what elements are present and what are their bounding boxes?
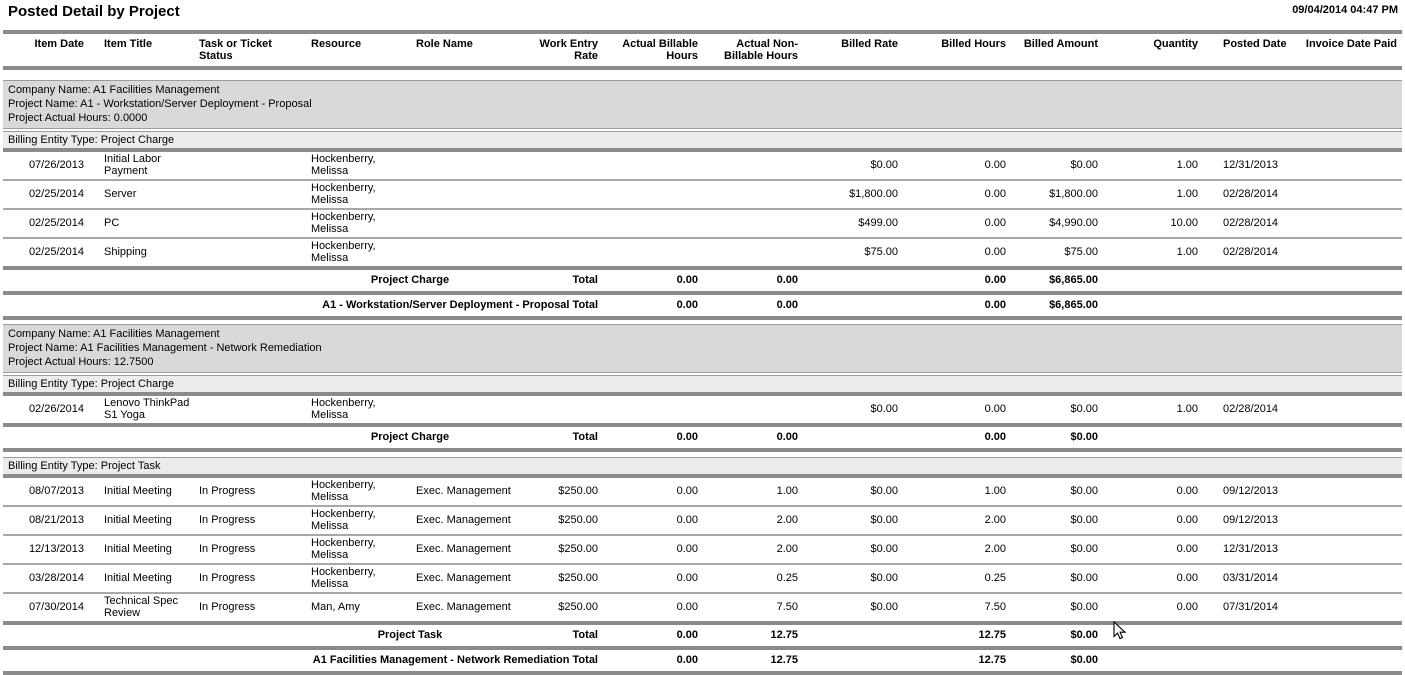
cell-quantity: 0.00 <box>1176 485 1198 497</box>
cell-billed-rate: $0.00 <box>870 485 898 497</box>
company-name-line: Company Name: A1 Facilities Management <box>8 84 220 96</box>
billing-total-label: Project Task <box>377 629 443 641</box>
cell-item-date: 12/13/2013 <box>3 535 98 564</box>
cell-role-name <box>410 152 515 180</box>
total-actual-nonbillable: 0.00 <box>776 431 798 443</box>
total-actual-nonbillable: 12.75 <box>770 654 798 666</box>
table-row <box>3 152 1402 180</box>
cell-billed-rate: $0.00 <box>870 159 898 171</box>
cell-role-name: Exec. Management <box>410 535 515 564</box>
company-header-band <box>3 325 1402 373</box>
cell-quantity: 1.00 <box>1103 180 1203 209</box>
cell-role-name: Exec. Management <box>410 564 515 593</box>
table-row <box>3 180 1402 209</box>
billing-entity-band <box>3 132 1402 149</box>
cell-task-status: In Progress <box>193 506 305 535</box>
cell-work-entry-rate: $250.00 <box>515 506 603 535</box>
total-actual-nonbillable: 0.00 <box>776 299 798 311</box>
cell-invoice-date-paid <box>1295 238 1402 266</box>
column-header-billed-amount: Billed Amount <box>1023 38 1098 50</box>
cell-resource: Hockenberry, Melissa <box>305 209 410 238</box>
cell-actual-billable: 0.00 <box>603 593 703 621</box>
cell-actual-nonbillable: 0.25 <box>703 564 803 593</box>
column-header-item-date: Item Date <box>34 38 84 50</box>
cell-billed-hours: 0.25 <box>903 564 1011 593</box>
cell-invoice-date-paid <box>1295 506 1402 535</box>
cell-actual-nonbillable: 2.00 <box>703 506 803 535</box>
column-header-posted-date: Posted Date <box>1223 38 1287 50</box>
cell-billed-amount: $0.00 <box>1070 159 1098 171</box>
cell-task-status <box>193 152 305 180</box>
cell-quantity: 1.00 <box>1176 403 1198 415</box>
cell-item-title: Lenovo ThinkPad S1 Yoga <box>104 397 190 421</box>
billing-total-row <box>3 625 1402 646</box>
cell-resource: Hockenberry, Melissa <box>311 479 376 503</box>
billing-entity-label: Billing Entity Type: Project Charge <box>3 132 1402 149</box>
cell-billed-amount: $0.00 <box>1011 535 1103 564</box>
cell-invoice-date-paid <box>1295 478 1402 506</box>
cell-invoice-date-paid <box>1295 564 1402 593</box>
billing-total-label: Project Charge <box>370 431 450 443</box>
cell-item-title: Initial Meeting <box>98 564 193 593</box>
cell-actual-billable <box>603 180 703 209</box>
cell-billed-hours: 0.00 <box>903 209 1011 238</box>
project-total-label: A1 Facilities Management - Network Remediation Total <box>312 654 598 666</box>
cell-actual-billable <box>603 152 703 180</box>
column-header-resource: Resource <box>311 38 362 50</box>
billing-total-row <box>3 270 1402 291</box>
separator-bar <box>3 671 1402 675</box>
cell-billed-hours: 0.00 <box>903 180 1011 209</box>
billing-total-label: Project Charge <box>370 274 450 286</box>
cell-resource: Hockenberry, Melissa <box>305 180 410 209</box>
table-row <box>3 535 1402 564</box>
cell-invoice-date-paid <box>1295 209 1402 238</box>
cell-work-entry-rate: $250.00 <box>515 593 603 621</box>
cell-item-date: 03/28/2014 <box>3 564 98 593</box>
cell-item-date: 07/30/2014 <box>3 593 98 621</box>
total-billed-hours: 0.00 <box>984 299 1006 311</box>
total-actual-billable: 0.00 <box>676 274 698 286</box>
cell-actual-billable <box>603 238 703 266</box>
cell-resource: Hockenberry, Melissa <box>305 564 410 593</box>
cell-task-status: In Progress <box>193 593 305 621</box>
column-header-work-entry-rate: Work Entry Rate <box>539 38 598 62</box>
cell-billed-amount: $0.00 <box>1070 485 1098 497</box>
posted-detail-table <box>3 30 1402 675</box>
cell-posted-date: 09/12/2013 <box>1203 506 1295 535</box>
cell-item-title: Shipping <box>98 238 193 266</box>
cell-billed-rate: $0.00 <box>803 506 903 535</box>
cell-actual-billable <box>603 209 703 238</box>
cell-quantity: 1.00 <box>1176 159 1198 171</box>
cell-posted-date: 02/28/2014 <box>1223 403 1279 415</box>
billing-total-row <box>3 427 1402 448</box>
total-billed-amount: $0.00 <box>1070 629 1098 641</box>
cell-actual-nonbillable <box>703 180 803 209</box>
column-header-task-status: Task or Ticket Status <box>199 38 272 62</box>
total-billed-hours: 12.75 <box>978 654 1006 666</box>
cell-quantity: 0.00 <box>1103 564 1203 593</box>
cell-quantity: 0.00 <box>1103 593 1203 621</box>
cell-billed-rate: $499.00 <box>803 209 903 238</box>
cell-quantity: 10.00 <box>1103 209 1203 238</box>
cell-task-status: In Progress <box>199 485 256 497</box>
cell-billed-hours: 7.50 <box>903 593 1011 621</box>
cell-task-status: In Progress <box>193 535 305 564</box>
cell-billed-hours: 1.00 <box>984 485 1006 497</box>
cell-task-status <box>193 238 305 266</box>
cell-posted-date: 02/28/2014 <box>1203 180 1295 209</box>
cell-role-name: Exec. Management <box>410 593 515 621</box>
cell-billed-amount: $0.00 <box>1011 593 1103 621</box>
cell-item-date: 02/25/2014 <box>3 180 98 209</box>
cell-actual-nonbillable <box>703 238 803 266</box>
billing-entity-label: Billing Entity Type: Project Charge <box>3 376 1402 393</box>
column-header-billed-rate: Billed Rate <box>841 38 898 50</box>
cell-task-status <box>193 396 305 423</box>
cell-quantity: 0.00 <box>1103 506 1203 535</box>
cell-posted-date: 12/31/2013 <box>1203 535 1295 564</box>
total-billed-hours: 12.75 <box>978 629 1006 641</box>
cell-billed-rate: $75.00 <box>803 238 903 266</box>
cell-invoice-date-paid <box>1295 180 1402 209</box>
cell-invoice-date-paid <box>1295 396 1402 423</box>
column-header-invoice-date-paid: Invoice Date Paid <box>1305 38 1397 50</box>
total-billed-amount: $0.00 <box>1070 654 1098 666</box>
cell-posted-date: 03/31/2014 <box>1203 564 1295 593</box>
project-total-label: A1 - Workstation/Server Deployment - Proposal Total <box>322 299 598 311</box>
table-row <box>3 564 1402 593</box>
cell-item-title: Initial Meeting <box>98 535 193 564</box>
column-header-billed-hours: Billed Hours <box>941 38 1006 50</box>
cell-role-name: Exec. Management <box>410 506 515 535</box>
cell-resource: Hockenberry, Melissa <box>311 153 376 177</box>
cell-item-title: Initial Labor Payment <box>104 153 161 177</box>
cell-actual-nonbillable <box>703 152 803 180</box>
cell-work-entry-rate: $250.00 <box>558 485 598 497</box>
cell-resource: Hockenberry, Melissa <box>305 535 410 564</box>
company-header-band <box>3 81 1402 129</box>
billing-entity-label: Billing Entity Type: Project Task <box>3 458 1402 475</box>
project-actual-hours-line: Project Actual Hours: 12.7500 <box>8 356 154 368</box>
total-actual-billable: 0.00 <box>676 431 698 443</box>
cell-billed-rate: $1,800.00 <box>803 180 903 209</box>
total-billed-amount: $6,865.00 <box>1049 274 1098 286</box>
cell-item-title: Initial Meeting <box>104 485 172 497</box>
table-row <box>3 396 1402 423</box>
cell-posted-date: 12/31/2013 <box>1223 159 1279 171</box>
cell-actual-billable: 0.00 <box>603 564 703 593</box>
cell-billed-amount: $1,800.00 <box>1011 180 1103 209</box>
total-word: Total <box>572 431 598 443</box>
total-actual-billable: 0.00 <box>676 654 698 666</box>
cell-item-title: Technical Spec Review <box>98 593 193 621</box>
cell-billed-hours: 0.00 <box>903 238 1011 266</box>
total-billed-amount: $0.00 <box>1070 431 1098 443</box>
cell-billed-hours: 2.00 <box>903 506 1011 535</box>
company-name-line: Company Name: A1 Facilities Management <box>8 328 220 340</box>
column-header-quantity: Quantity <box>1153 38 1198 50</box>
billing-entity-band <box>3 376 1402 393</box>
total-actual-billable: 0.00 <box>676 299 698 311</box>
total-actual-nonbillable: 0.00 <box>776 274 798 286</box>
billing-entity-band <box>3 458 1402 475</box>
report-timestamp: 09/04/2014 04:47 PM <box>1292 4 1398 16</box>
cell-invoice-date-paid <box>1295 593 1402 621</box>
cell-actual-billable: 0.00 <box>603 535 703 564</box>
column-header-actual-nonbillable: Actual Non-Billable Hours <box>724 38 798 62</box>
cell-billed-rate: $0.00 <box>870 403 898 415</box>
cell-billed-amount: $0.00 <box>1011 564 1103 593</box>
cell-item-title: Initial Meeting <box>98 506 193 535</box>
project-actual-hours-line: Project Actual Hours: 0.0000 <box>8 112 148 124</box>
total-billed-amount: $6,865.00 <box>1049 299 1098 311</box>
cell-posted-date: 02/28/2014 <box>1203 209 1295 238</box>
cell-resource: Hockenberry, Melissa <box>305 238 410 266</box>
cell-actual-billable: 0.00 <box>603 506 703 535</box>
cell-invoice-date-paid <box>1295 535 1402 564</box>
cell-quantity: 0.00 <box>1103 535 1203 564</box>
total-actual-nonbillable: 12.75 <box>770 629 798 641</box>
project-name-line: Project Name: A1 - Workstation/Server Deployment - Proposal <box>8 98 312 110</box>
cell-item-date: 02/25/2014 <box>3 209 98 238</box>
cell-billed-amount: $0.00 <box>1070 403 1098 415</box>
cell-item-date: 02/26/2014 <box>28 403 84 415</box>
total-word: Total <box>572 629 598 641</box>
total-billed-hours: 0.00 <box>984 431 1006 443</box>
cell-actual-nonbillable: 7.50 <box>703 593 803 621</box>
cell-actual-nonbillable: 2.00 <box>703 535 803 564</box>
table-row <box>3 593 1402 621</box>
column-header-role-name: Role Name <box>416 38 473 50</box>
page-title: Posted Detail by Project <box>8 3 180 20</box>
total-actual-billable: 0.00 <box>676 629 698 641</box>
cell-work-entry-rate <box>515 396 603 423</box>
cell-actual-billable: 0.00 <box>676 485 698 497</box>
column-header-item-title: Item Title <box>104 38 153 50</box>
cell-posted-date: 07/31/2014 <box>1203 593 1295 621</box>
cell-item-date: 08/21/2013 <box>3 506 98 535</box>
table-row <box>3 506 1402 535</box>
cell-item-date: 08/07/2013 <box>28 485 84 497</box>
cell-task-status <box>193 209 305 238</box>
cell-work-entry-rate: $250.00 <box>515 564 603 593</box>
cell-item-date: 07/26/2013 <box>28 159 84 171</box>
project-name-line: Project Name: A1 Facilities Management - Network Remediation <box>8 342 322 354</box>
cell-invoice-date-paid <box>1295 152 1402 180</box>
cell-work-entry-rate: $250.00 <box>515 535 603 564</box>
column-header-actual-billable: Actual Billable Hours <box>622 38 698 62</box>
cell-item-title: PC <box>98 209 193 238</box>
cell-posted-date: 09/12/2013 <box>1223 485 1279 497</box>
cell-role-name <box>410 209 515 238</box>
cell-billed-rate: $0.00 <box>803 593 903 621</box>
cell-item-date: 02/25/2014 <box>3 238 98 266</box>
cell-work-entry-rate <box>515 209 603 238</box>
cell-role-name <box>410 180 515 209</box>
table-header-row <box>3 34 1402 66</box>
cell-task-status: In Progress <box>193 564 305 593</box>
cell-work-entry-rate <box>515 238 603 266</box>
cell-billed-rate: $0.00 <box>803 564 903 593</box>
cell-billed-hours: 2.00 <box>903 535 1011 564</box>
cell-quantity: 1.00 <box>1103 238 1203 266</box>
cell-actual-billable <box>603 396 703 423</box>
cell-actual-nonbillable: 1.00 <box>776 485 798 497</box>
cell-work-entry-rate <box>515 180 603 209</box>
total-billed-hours: 0.00 <box>984 274 1006 286</box>
cell-role-name: Exec. Management <box>416 485 511 497</box>
cell-posted-date: 02/28/2014 <box>1203 238 1295 266</box>
cell-billed-amount: $4,990.00 <box>1011 209 1103 238</box>
cell-actual-nonbillable <box>703 209 803 238</box>
cell-resource: Hockenberry, Melissa <box>311 397 376 421</box>
table-row <box>3 238 1402 266</box>
cell-billed-hours: 0.00 <box>984 403 1006 415</box>
report-header <box>0 0 1405 30</box>
cell-resource: Hockenberry, Melissa <box>305 506 410 535</box>
cell-role-name <box>410 396 515 423</box>
cell-billed-amount: $75.00 <box>1011 238 1103 266</box>
table-row <box>3 209 1402 238</box>
cell-billed-rate: $0.00 <box>803 535 903 564</box>
cell-item-title: Server <box>98 180 193 209</box>
cell-resource: Man, Amy <box>305 593 410 621</box>
project-total-row <box>3 295 1402 316</box>
project-total-row <box>3 650 1402 671</box>
cell-task-status <box>193 180 305 209</box>
cell-billed-hours: 0.00 <box>984 159 1006 171</box>
total-word: Total <box>572 274 598 286</box>
cell-work-entry-rate <box>515 152 603 180</box>
table-row <box>3 478 1402 506</box>
cell-billed-amount: $0.00 <box>1011 506 1103 535</box>
cell-actual-nonbillable <box>703 396 803 423</box>
cell-role-name <box>410 238 515 266</box>
